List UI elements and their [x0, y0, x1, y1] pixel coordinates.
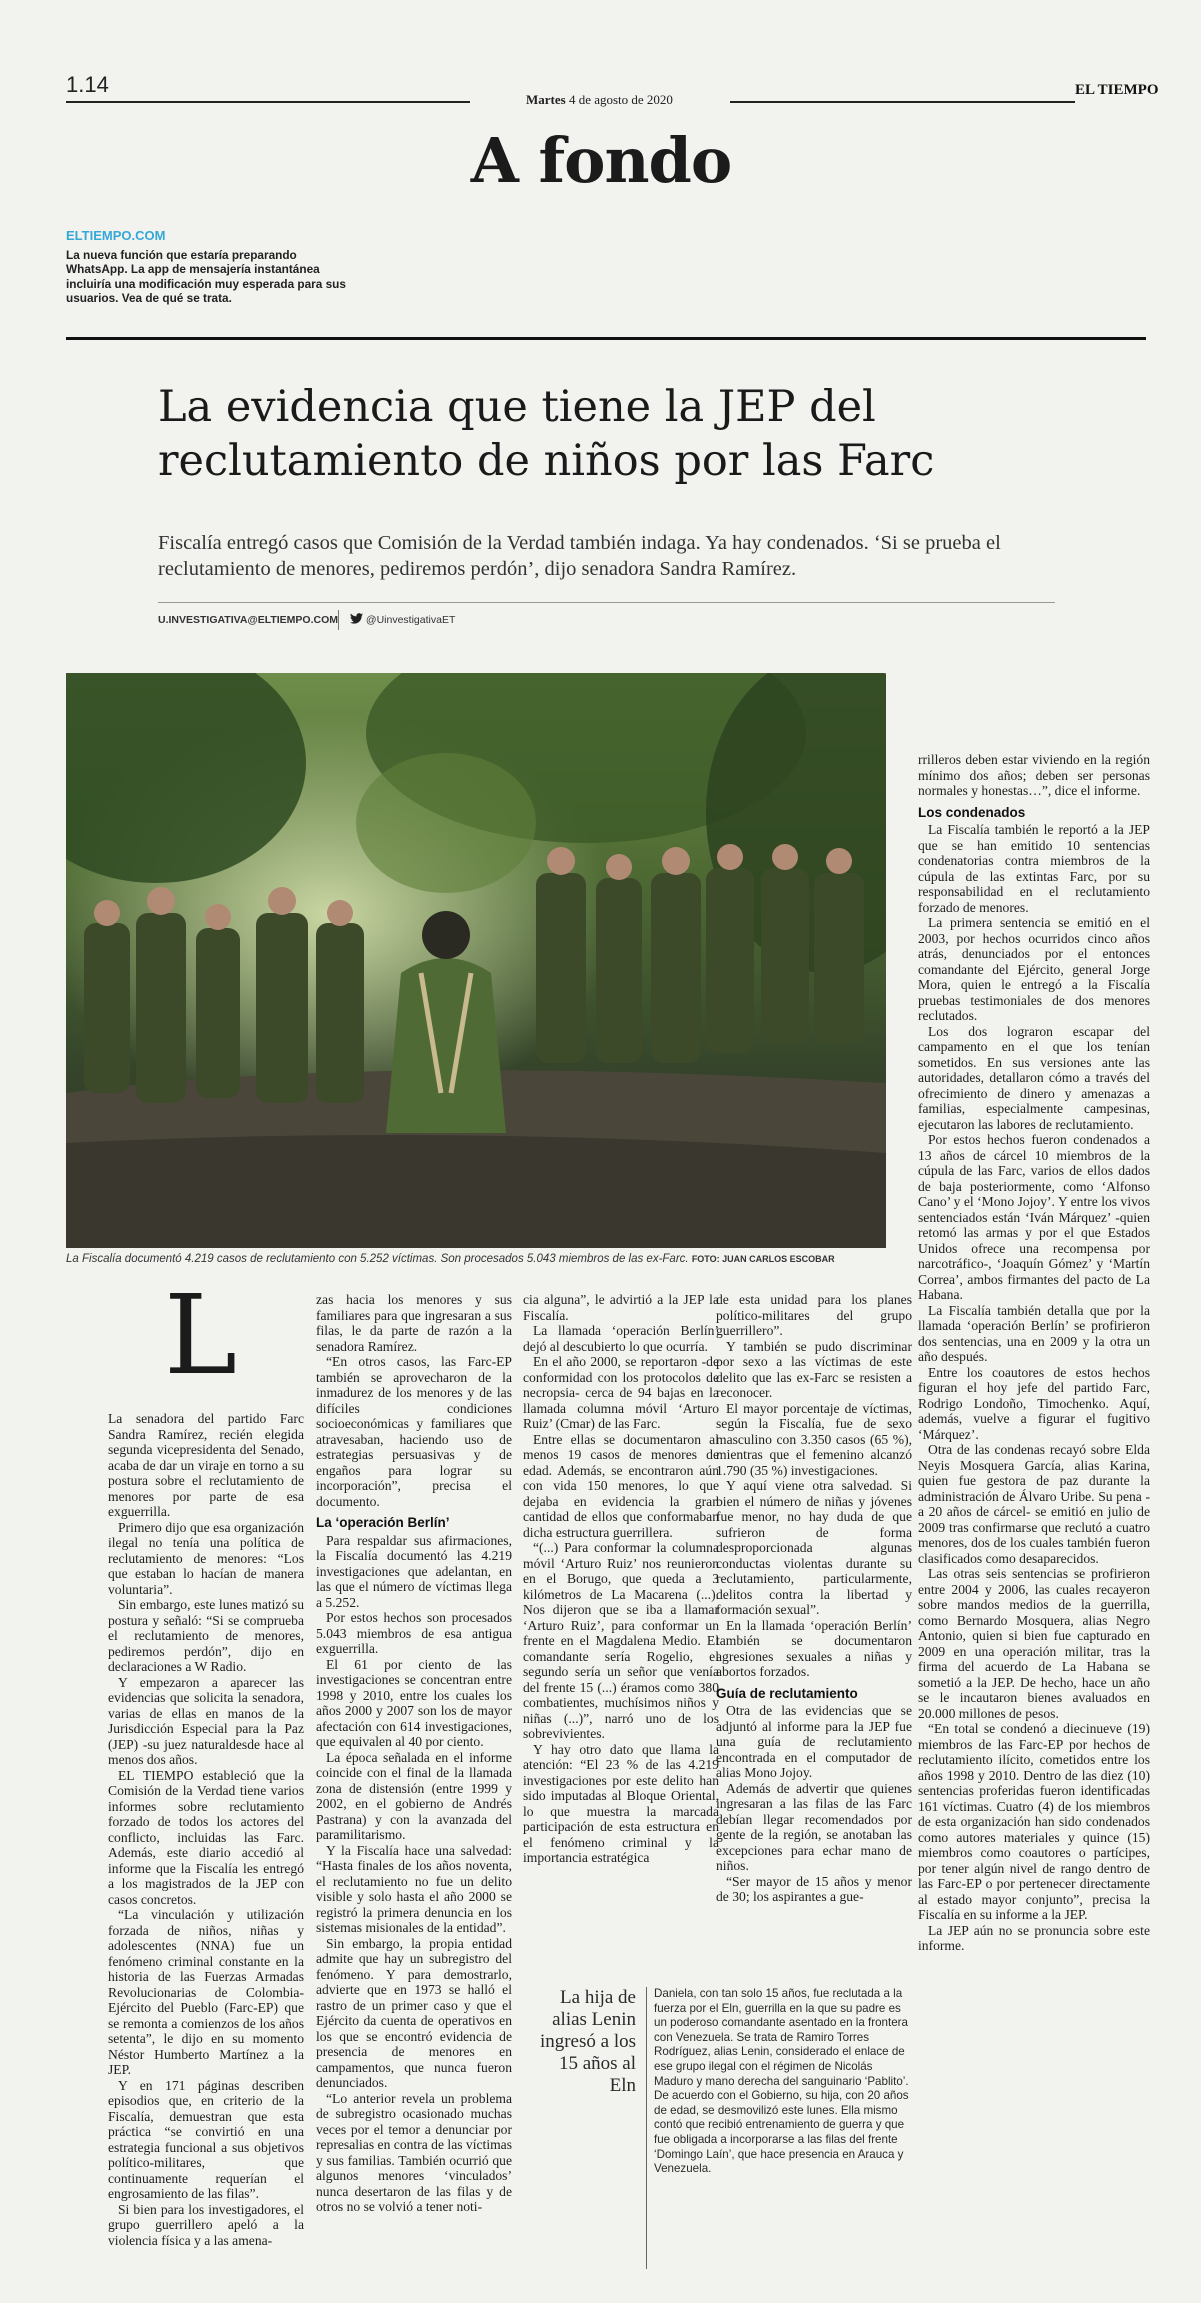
paragraph: Y en 171 páginas describen episodios que, en criterio de la Fiscalía, demuestran que esta práctica “se convirtió en una estrategia funcional a sus objetivos político-militares, que continuamente requerían el engrosamiento de las filas”. — [108, 2077, 304, 2201]
subhead-condenados: Los condenados — [918, 804, 1026, 820]
subhead-guia-reclutamiento: Guía de reclutamiento — [716, 1685, 858, 1701]
paragraph: La Fiscalía también detalla que por la llamada ‘operación Berlín’ se profirieron dos sentencias, una en 2009 y la otra un año después. — [918, 1302, 1150, 1364]
article-photo — [66, 673, 886, 1248]
paragraph: Entre los coautores de estos hechos figuran el hoy jefe del partido Farc, Rodrigo Londoño, Timochenko. Aquí, además, vuelve a figurar el fugitivo ‘Márquez’. — [918, 1364, 1150, 1442]
paragraph: Otra de las condenas recayó sobre Elda Neyis Mosquera García, alias Karina, quien fue gestora de paz durante la administración de Álvaro Uribe. Su pena -a 20 años de cárcel- se emitió en julio de 2009 tras confirmarse que reclutó a cuatro menores, dos de los cuales también fueron clasificados como desaparecidos. — [918, 1442, 1150, 1566]
masthead-rule-left — [66, 101, 470, 103]
promo-text[interactable]: La nueva función que estaría preparando WhatsApp. La app de mensajería instantánea incluiría una modificación muy esperada para sus usuarios. Vea de qué se trata. — [66, 248, 346, 305]
column-1 — [108, 1411, 304, 2248]
paragraph: EL TIEMPO estableció que la Comisión de la Verdad tiene varios informes sobre reclutamiento forzado de todos los actores del conflicto, incluidas las Farc. Además, este diario accedió al informe que la Fiscalía les entregó a los magistrados de la JEP con casos concretos. — [108, 1767, 304, 1907]
byline-email[interactable]: U.INVESTIGATIVA@ELTIEMPO.COM — [158, 614, 338, 626]
guerrilla-photo — [66, 673, 886, 1248]
paragraph: “En otros casos, las Farc-EP también se aprovecharon de la inmadurez de los menores y de las difíciles condiciones socioeconómicas y familiares que atravesaban, haciendo uso de estrategias persuasivas y de engaños para lograr su incorporación”, precisa el documento. — [316, 1354, 512, 1509]
column-3 — [523, 1292, 719, 1866]
twitter-handle[interactable] — [350, 613, 455, 626]
masthead-rule-right — [730, 101, 1075, 103]
paragraph: “La vinculación y utilización forzada de niños, niñas y adolescentes (NNA) fue un fenómeno criminal constante en la historia de las Fuerzas Armadas Revolucionarias de Colombia-Ejército del Pueblo (Farc-EP) que se remonta a comienzos de los años setenta”, le dijo en su momento Néstor Humberto Martínez a la JEP. — [108, 1907, 304, 2077]
masthead-divider — [66, 337, 1146, 340]
paragraph: El 61 por ciento de las investigaciones se concentran entre 1998 y 2010, entre los cuales los años 2000 y 2007 son los de mayor afectación con 614 investigaciones, que equivalen al 40 por ciento. — [316, 1656, 512, 1749]
subhead-operacion-berlin: La ‘operación Berlín’ — [316, 1515, 450, 1530]
paragraph: “Lo anterior revela un problema de subregistro ocasionado muchas veces por el temor a denunciar por represalias en contra de las víctimas y sus familias. También ocurrió que algunos menores ‘vinculados’ nunca desertaron de las filas y de otros no se volvió a tener noti- — [316, 2090, 512, 2214]
paragraph: Los dos lograron escapar del campamento en el que los tenían sometidos. En sus versiones ante las autoridades, detallaron cómo a través del ofrecimiento de dinero y amenazas a familias, especialmente campesinas, ejecutaron las labores de reclutamiento. — [918, 1023, 1150, 1132]
paragraph: de esta unidad para los planes político-militares del grupo guerrillero”. — [716, 1292, 912, 1338]
photo-caption — [66, 1253, 896, 1265]
paragraph: Otra de las evidencias que se adjuntó al informe para la JEP fue una guía de reclutamiento encontrada en el computador de alias Mono Jojoy. — [716, 1703, 912, 1780]
paragraph: Y también se pudo discriminar por sexo a las víctimas de este delito que las ex-Farc se resisten a reconocer. — [716, 1338, 912, 1400]
byline-separator — [338, 610, 339, 630]
column-5 — [918, 752, 1150, 1954]
paragraph: La primera sentencia se emitió en el 2003, por hechos ocurridos cinco años atrás, denunciados por el entonces comandante del Ejército, general Jorge Mora, quien le entregó a la Fiscalía pruebas testimoniales de dos menores reclutados. — [918, 915, 1150, 1023]
headline — [158, 380, 1118, 488]
sidebar-divider — [646, 1987, 647, 2269]
paragraph: El mayor porcentaje de víctimas, según la Fiscalía, fue de sexo masculino con 3.350 casos (65 %), mientras que el femenino alcanzó 1.790 (35 %) investigaciones. — [716, 1400, 912, 1478]
paragraph: Sin embargo, la propia entidad admite que hay un subregistro del fenómeno. Y para demostrarlo, advierte que en 1973 se halló el rastro de un primer caso y que el Ejército da cuenta de operativos en los que se encontró evidencia de presencia de menores en campamentos, que nunca fueron denunciados. — [316, 1935, 512, 2090]
column-2 — [316, 1292, 512, 2215]
date-day: Martes — [526, 92, 566, 107]
paragraph: La Fiscalía también le reportó a la JEP que se han emitido 10 sentencias condenatorias contra miembros de la cúpula de las extintas Farc, por su responsabilidad en el reclutamiento forzado de menores. — [918, 822, 1150, 915]
paragraph: La llamada ‘operación Berlín’ dejó al descubierto lo que ocurría. — [523, 1323, 719, 1354]
twitter-handle-text: @UinvestigativaET — [365, 614, 456, 626]
photo-caption-text: La Fiscalía documentó 4.219 casos de reclutamiento con 5.252 víctimas. Son procesados 5.043 miembros de las ex-Farc. — [66, 1253, 689, 1265]
sidebar-title: La hija de alias Lenin ingresó a los 15 años al Eln — [539, 1987, 636, 2096]
paragraph: Y la Fiscalía hace una salvedad: “Hasta finales de los años noventa, el reclutamiento no fue un delito visible y solo hasta el año 2000 se registró la primera denuncia en los sistemas misionales de la entidad”. — [316, 1842, 512, 1935]
paragraph: “Ser mayor de 15 años y menor de 30; los aspirantes a gue- — [716, 1873, 912, 1904]
paper-name: EL TIEMPO — [1075, 82, 1159, 98]
paragraph: La JEP aún no se pronuncia sobre este informe. — [918, 1922, 1150, 1953]
paragraph: Las otras seis sentencias se profirieron entre 2004 y 2006, las cuales recayeron sobre mandos medios de la guerrilla, como Bernardo Mosquera, alias Negro Antonio, quien si bien fue capturado en 2009 en una operación militar, tras la firma del acuerdo de La Habana se sometió a la JEP. De hecho, hace un año se le incautaron bienes avaluados en 20.000 millones de pesos. — [918, 1566, 1150, 1721]
paragraph: “(...) Para conformar la columna móvil ‘Arturo Ruiz’ nos reunieron en el Borugo, que queda a 3 kilómetros de La Macarena (...). Nos dijeron que se iba a llamar ‘Arturo Ruiz’, para conformar un frente en el Magdalena Medio. El comandante sería Rogelio, el segundo sería un señor que venía del frente 15 (...) éramos como 380 combatientes, muchísimos niños y niñas (...)”, narró uno de los sobrevivientes. — [523, 1540, 719, 1741]
promo-site[interactable]: ELTIEMPO.COM — [66, 228, 166, 243]
paragraph: Sin embargo, este lunes matizó su postura y señaló: “Si se comprueba el reclutamiento de menores, pediremos perdón”, dijo en declaraciones a W Radio. — [108, 1597, 304, 1674]
paragraph: Primero dijo que esa organización ilegal no tenía una política de reclutamiento de menores: “Los que estaban lo hacían de manera voluntaria”. — [108, 1519, 304, 1597]
paragraph: En el año 2000, se reportaron -de conformidad con los protocolos de necropsia- cerca de 94 bajas en la llamada columna móvil ‘Arturo Ruiz’ (Cmar) de las Farc. — [523, 1354, 719, 1431]
paragraph: Y hay otro dato que llama la atención: “El 23 % de las 4.219 investigaciones por este delito han sido imputadas al Bloque Oriental, lo que muestra la marcada participación de esta estructura en el fenómeno criminal y la importancia estratégica — [523, 1741, 719, 1865]
paragraph: Además de advertir que quienes ingresaran a las filas de las Farc debían llegar recomendados por gente de la región, se anotaban las excepciones para echar mano de niños. — [716, 1780, 912, 1873]
paragraph: “En total se condenó a diecinueve (19) miembros de las Farc-EP por hechos de reclutamiento ilícito, cometidos entre los años 1998 y 2010. Dentro de las diez (10) sentencias proferidas fueron identificadas 161 víctimas. Cuatro (4) de los miembros de esta organización han sido condenados como autores materiales y quince (15) miembros como coautores o partícipes, por tener algún nivel de rango dentro de las Farc-EP o por pertenecer directamente al estado mayor conjunto”, precisa la Fiscalía en su informe a la JEP. — [918, 1721, 1150, 1922]
column-4 — [716, 1292, 912, 1905]
sidebar-text: Daniela, con tan solo 15 años, fue reclutada a la fuerza por el Eln, guerrilla en la que su padre es un poderoso comandante asentado en la frontera con Venezuela. Se trata de Ramiro Torres Rodríguez, alias Lenin, considerado el enlace de ese grupo ilegal con el régimen de Nicolás Maduro y mano derecha del sanguinario ‘Pablito’. De acuerdo con el Gobierno, su hija, con 20 años de edad, se desmovilizó este lunes. Ella mismo contó que recibió entrenamiento de guerra y que fue obligada a incorporarse a las filas del frente ‘Domingo Laín’, que hace presencia en Arauca y Venezuela. — [654, 1987, 909, 2176]
photo-credit: FOTO: JUAN CARLOS ESCOBAR — [691, 1254, 835, 1264]
deck: Fiscalía entregó casos que Comisión de la Verdad también indaga. Ya hay condenados. ‘Si se prueba el reclutamiento de menores, pediremos perdón’, dijo senadora Sandra Ramírez. — [158, 532, 1001, 580]
date-rest: 4 de agosto de 2020 — [568, 92, 673, 107]
sidebar-box — [533, 1987, 913, 2269]
paragraph: Y empezaron a aparecer las evidencias que solicita la senadora, varias de ellas en manos de la Jurisdicción Especial para la Paz (JEP) -su juez naturaldesde hace al menos dos años. — [108, 1674, 304, 1767]
paragraph: La época señalada en el informe coincide con el final de la llamada zona de distensión (entre 1999 y 2002, en el gobierno de Andrés Pastrana) y con la avanzada del paramilitarismo. — [316, 1749, 512, 1842]
paragraph: Para respaldar sus afirmaciones, la Fiscalía documentó las 4.219 investigaciones que adelantan, en las que el número de víctimas llega a 5.252. — [316, 1532, 512, 1610]
section-title: A fondo — [470, 124, 732, 197]
issue-date — [526, 92, 673, 108]
paragraph: rrilleros deben estar viviendo en la región mínimo dos años; deben ser personas normales y honestas…”, dice el informe. — [918, 752, 1150, 798]
paragraph: zas hacia los menores y sus familiares para que ingresaran a sus filas, le da parte de razón a la senadora Ramírez. — [316, 1292, 512, 1354]
paragraph: Por estos hechos son procesados 5.043 miembros de esa antigua exguerrilla. — [316, 1610, 512, 1656]
byline-rule — [158, 602, 1055, 603]
paragraph: Y aquí viene otra salvedad. Si bien el número de niñas y jóvenes fue menor, no hay duda de que sufrieron de forma desproporcionada algunas conductas violentas durante su reclutamiento, particularmente, delitos contra la libertad y formación sexual”. — [716, 1478, 912, 1617]
paragraph: Si bien para los investigadores, el grupo guerrillero apeló a la violencia física y a las amena- — [108, 2201, 304, 2248]
headline-line-2: reclutamiento de niños por las Farc — [158, 436, 935, 486]
drop-cap: L — [164, 1271, 238, 1399]
paragraph: En la llamada ‘operación Berlín’ también se documentaron agresiones sexuales a niñas y abortos forzados. — [716, 1617, 912, 1679]
twitter-icon — [350, 613, 363, 624]
headline-line-1: La evidencia que tiene la JEP del — [158, 382, 876, 432]
paragraph: Entre ellas se documentaron al menos 19 casos de menores de edad. Además, se encontraron aún con vida 150 menores, lo que dejaba en evidencia la gran cantidad de ellos que conformaban dicha estructura guerrillera. — [523, 1431, 719, 1540]
paragraph: La senadora del partido Farc Sandra Ramírez, recién elegida segunda vicepresidenta del Senado, acaba de dar un viraje en torno a su postura sobre el reclutamiento de menores por parte de esa exguerrilla. — [108, 1411, 304, 1519]
paragraph: cia alguna”, le advirtió a la JEP la Fiscalía. — [523, 1292, 719, 1323]
paragraph: Por estos hechos fueron condenados a 13 años de cárcel 10 miembros de la cúpula de las Farc, varios de ellos dados de baja posteriormente, como ‘Alfonso Cano’ y el ‘Mono Jojoy’. Y entre los vivos sentenciados están ‘Iván Márquez’ -quien retomó las armas y por el que Estados Unidos ofrece una recompensa por narcotráfico-, ‘Joaquín Gómez’ y ‘Martín Correa’, ambos firmantes del pacto de La Habana. — [918, 1132, 1150, 1302]
page-number: 1.14 — [66, 72, 109, 97]
